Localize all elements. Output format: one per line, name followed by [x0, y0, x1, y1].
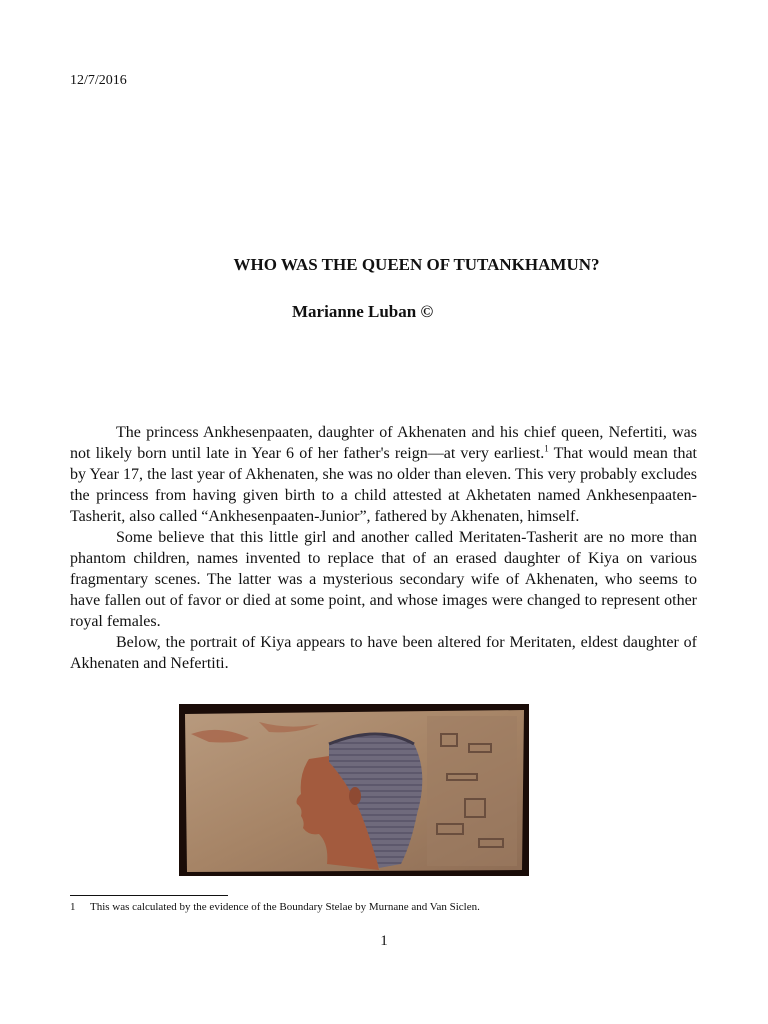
footnote-number: 1: [70, 901, 76, 913]
paragraph-2: Some believe that this little girl and another called Meritaten-Tasherit are no more than phantom children, names invented to replace that of an erased daughter of Kiya on various fragmentary scenes. The latter was a mysterious secondary wife of Akhenaten, who seems to have fallen out of favor or died at some point, and whose images were changed to represent other royal females.: [70, 529, 697, 630]
document-date: 12/7/2016: [70, 73, 127, 88]
document-author: Marianne Luban ©: [292, 302, 434, 321]
page-number: 1: [380, 933, 388, 949]
paragraph-1-rest: That would mean that by Year 17, the last year of Akhenaten, she was no older than eleven. This very probably excludes the princess from having given birth to a child attested at Akhetaten named Ankhesenpaaten-Tasherit, also called “Ankhesenpaaten-Junior”, fathered by Akhenaten, himself.: [70, 445, 697, 525]
footnote-reference[interactable]: 1: [544, 443, 549, 454]
kiya-relief-image: [179, 704, 529, 876]
paragraph-3: Below, the portrait of Kiya appears to have been altered for Meritaten, eldest daughter of Akhenaten and Nefertiti.: [70, 634, 697, 672]
paragraph-1-text: The princess Ankhesenpaaten, daughter of Akhenaten and his chief queen, Nefertiti, was not likely born until late in Year 6 of her father's reign—at very earliest.: [70, 424, 697, 462]
footnote-separator: [70, 895, 228, 896]
relief-illustration: [179, 704, 529, 876]
paragraph-1: [70, 422, 697, 527]
document-title: WHO WAS THE QUEEN OF TUTANKHAMUN?: [233, 255, 600, 274]
body-text: [70, 422, 697, 674]
footnote: [70, 901, 480, 913]
footnote-text: This was calculated by the evidence of the Boundary Stelae by Murnane and Van Siclen.: [90, 901, 480, 913]
